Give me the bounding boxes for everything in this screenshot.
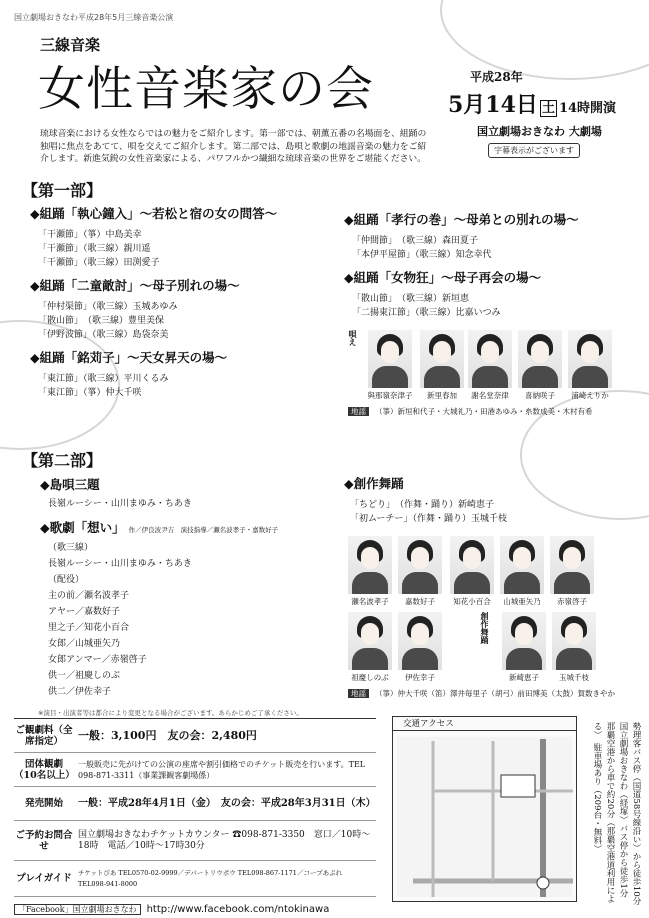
cast-row: 供二／伊佐幸子 xyxy=(48,687,112,697)
program-rows xyxy=(38,372,330,400)
part1-left xyxy=(30,204,330,400)
jiuta-members: （箏）新垣和代子・大城礼乃・田港あゆみ・糸数成美・木村有希 xyxy=(375,407,593,416)
singer-photo xyxy=(518,330,562,388)
map-title: 交通アクセス xyxy=(393,717,576,731)
jiuta-label: 地謡 xyxy=(348,689,369,698)
part2-heading: 【第二部】 xyxy=(22,451,103,470)
performer-photo xyxy=(348,612,392,670)
sousaku-row: 「ちどり」 （作舞・踊り）新崎恵子 xyxy=(350,500,495,510)
performer-photo xyxy=(552,612,596,670)
photo-caption: 嘉数好子 xyxy=(405,597,435,606)
map-drawing xyxy=(393,731,576,901)
info-value: 一般：3,100円 友の会：2,480円 xyxy=(78,729,257,742)
shimauta-performers: 長嶺ルーシー・山川まゆみ・ちあき xyxy=(48,499,192,509)
info-label: 発売開始 xyxy=(24,798,63,809)
info-label: ご観劇料（全席指定） xyxy=(15,724,73,747)
program-rows xyxy=(352,234,644,262)
info-value: チケットぴあ TEL0570-02-9999／デパートリウボウ TEL098-867-1171／コープあぷれ TEL098-941-8000 xyxy=(78,868,343,888)
singers-label: 唄え xyxy=(348,330,358,346)
facebook-link[interactable]: http://www.facebook.com/ntokinawa xyxy=(146,904,330,915)
program-title: ◆組踊「孝行の巻」～母弟との別れの場～ xyxy=(344,212,579,227)
info-row xyxy=(14,719,376,753)
photo-caption: 喜納咲子 xyxy=(525,391,555,400)
change-note: ※演目・出演者等は都合により変更となる場合がございます。あらかじめご了承ください。 xyxy=(38,709,303,717)
cast-row: （歌三線） xyxy=(48,543,94,553)
sousaku-row: 「初ムーチー」（作舞・踊り）玉城千枝 xyxy=(350,514,508,524)
photo-caption: 謝名堂奈律 xyxy=(471,391,509,400)
info-row xyxy=(14,787,376,821)
era-year: 平成28年 xyxy=(470,70,523,84)
page-title: 女性音楽家の会 xyxy=(38,62,374,117)
ticket-info xyxy=(14,718,376,897)
program-row: 「干瀬節」（歌三線）親川遥 xyxy=(38,244,151,254)
program-title: ◆組踊「銘苅子」～天女昇天の場～ xyxy=(30,350,228,365)
info-value: 一般販売に先がけての公演の座席や割引価格でのチケット販売を行います。TEL 098-871-3311（事業課観客劇場係） xyxy=(78,759,366,780)
facebook-label: 「Facebook」国立劇場おきなわ xyxy=(14,904,141,915)
cast-row: 供一／祖慶しのぶ xyxy=(48,671,121,681)
cast-row: 長嶺ルーシー・山川まゆみ・ちあき xyxy=(48,559,192,569)
program-row: 「二揚東江節」（歌三線）比嘉いつみ xyxy=(352,308,501,318)
performer-photo xyxy=(450,536,494,594)
program-row: 「仲村渠節」（歌三線）玉城あゆみ xyxy=(38,302,178,312)
program-row: 「本伊平屋節」（歌三線）知念幸代 xyxy=(352,250,492,260)
footer xyxy=(14,904,329,915)
singer-photo xyxy=(368,330,412,388)
shimauta-title: ◆島唄三題 xyxy=(40,477,100,492)
performer-photo xyxy=(502,612,546,670)
performer-photo xyxy=(398,536,442,594)
photo-caption: 山城亜矢乃 xyxy=(503,597,541,606)
cast-row: アヤー／嘉数好子 xyxy=(48,607,121,617)
performance-date xyxy=(448,88,616,119)
info-row xyxy=(14,821,376,861)
part1-right xyxy=(344,210,644,320)
photo-caption: 祖慶しのぶ xyxy=(351,673,389,682)
program-title: ◆組踊「女物狂」～母子再会の場～ xyxy=(344,270,542,285)
kageki-credit: 作／伊良波尹吉 演技指導／瀬名波孝子・嘉数好子 xyxy=(128,526,279,534)
program-rows xyxy=(352,292,644,320)
performer-photo xyxy=(348,536,392,594)
photo-caption: 赤嶺啓子 xyxy=(557,597,587,606)
info-value: 国立劇場おきなわチケットカウンター ☎098-871-3350 窓口／10時～18時 電話／10時～17時30分 xyxy=(78,829,371,851)
photo-caption: 伊佐幸子 xyxy=(405,673,435,682)
part2-jiuta xyxy=(348,688,615,699)
access-map xyxy=(392,716,577,902)
jiuta-members: （箏）仲大千咲（笛）澤井毎里子（胡弓）前田博美（太鼓）賀数きやか xyxy=(375,689,615,698)
intro-text: 琉球音楽における女性ならではの魅力をご紹介します。第一部では、朝薫五番の名場面を、組踊の独唱に焦点をあてて、唄を交えてご紹介します。第二部では、島唄と歌劇の地謡音楽の魅力をご紹介します。新進気鋭の女性音楽家による、パワフルかつ繊細な琉球音楽の世界をご堪能ください。 xyxy=(40,129,427,165)
photo-caption: 浦崎えりか xyxy=(571,391,609,400)
info-value: 一般：平成28年4月1日（金） 友の会：平成28年3月31日（木） xyxy=(78,798,376,809)
program-row: 「干瀬節」（歌三線）田渕愛子 xyxy=(38,258,160,268)
info-label: 団体観劇（10名以上） xyxy=(14,758,75,781)
part1-heading: 【第一部】 xyxy=(22,181,103,200)
program-rows xyxy=(38,300,330,342)
start-time: 14時開演 xyxy=(558,101,617,116)
sousaku-label: 創作舞踊 xyxy=(480,612,490,644)
part2-right xyxy=(344,474,507,526)
program-title: ◆組踊「二童敵討」～母子別れの場～ xyxy=(30,278,240,293)
photo-caption: 知花小百合 xyxy=(453,597,491,606)
program-row: 「散山節」 （歌三線）豊里美保 xyxy=(38,316,165,326)
photo-caption: 玉城千枝 xyxy=(559,673,589,682)
program-rows xyxy=(38,228,330,270)
photo-caption: 與那嶺奈津子 xyxy=(367,391,413,400)
info-row xyxy=(14,861,376,897)
photo-caption: 瀬名波孝子 xyxy=(351,597,389,606)
jiuta-label: 地謡 xyxy=(348,407,369,416)
weekday: 土 xyxy=(541,101,555,116)
info-row xyxy=(14,753,376,787)
cast-list xyxy=(48,540,340,700)
date-main: 5月14日 xyxy=(448,92,538,118)
singer-photo xyxy=(468,330,512,388)
part2-left xyxy=(40,475,340,700)
performer-photo xyxy=(398,612,442,670)
cast-row: 主の前／瀬名波孝子 xyxy=(48,591,130,601)
singer-photo xyxy=(420,330,464,388)
cast-row: 女郎アンマー／赤嶺啓子 xyxy=(48,655,147,665)
performer-photo xyxy=(550,536,594,594)
subtitle-notice: 字幕表示がございます xyxy=(488,143,580,158)
program-row: 「散山節」 （歌三線）新垣恵 xyxy=(352,294,470,304)
performer-photo xyxy=(500,536,544,594)
program-row: 「干瀬節」（箏）中島美幸 xyxy=(38,230,142,240)
program-row: 「仲間節」 （歌三線）森田夏子 xyxy=(352,236,479,246)
program-row: 「東江節」（箏）仲大千咲 xyxy=(38,388,142,398)
info-label: ご予約お問合せ xyxy=(15,829,73,852)
genre-subtitle: 三線音楽 xyxy=(40,36,101,54)
sousaku-rows xyxy=(350,498,507,526)
info-label: プレイガイド xyxy=(16,873,72,884)
kageki-title: ◆歌劇「想い」 xyxy=(40,520,125,535)
venue: 国立劇場おきなわ 大劇場 xyxy=(477,125,602,138)
top-line: 国立劇場おきなわ平成28年5月三線音楽公演 xyxy=(14,13,174,22)
sousaku-title: ◆創作舞踊 xyxy=(344,476,404,491)
program-row: 「東江節」（歌三線）平川くるみ xyxy=(38,374,169,384)
cast-row: 女郎／山城亜矢乃 xyxy=(48,639,121,649)
program-row: 「伊野波節」（歌三線）島袋奈美 xyxy=(38,330,169,340)
singer-photo xyxy=(568,330,612,388)
access-directions: 勢理客バス停（国道58号線沿い）から徒歩10分 国立劇場おきなわ（経塚）バス停から徒歩1分 那覇空港から車で約20分（那覇空港道利用による） 駐車場あり（209台・無料） xyxy=(592,722,641,914)
photo-caption: 新崎恵子 xyxy=(509,673,539,682)
photo-caption: 新里春加 xyxy=(427,391,457,400)
program-title: ◆組踊「執心鐘入」～若松と宿の女の問答～ xyxy=(30,206,278,221)
cast-row: 里之子／知花小百合 xyxy=(48,623,130,633)
cast-row: （配役） xyxy=(48,575,85,585)
part1-jiuta xyxy=(348,406,593,417)
